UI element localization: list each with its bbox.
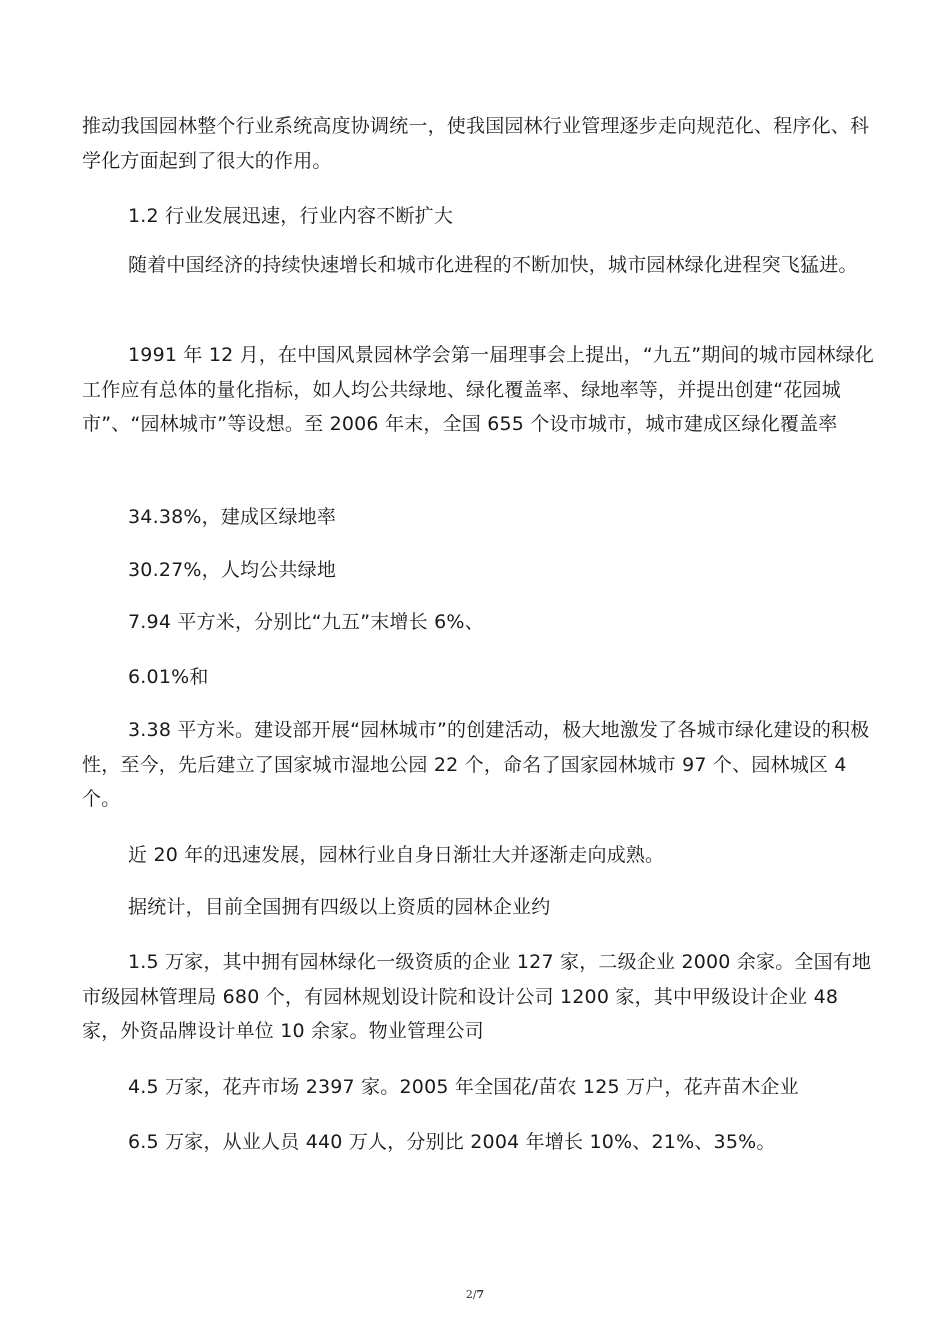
paragraph-employment: 6.5 万家，从业人员 440 万人，分别比 2004 年增长 10%、21%、35%。	[128, 1131, 776, 1153]
paragraph-twenty-years: 近 20 年的迅速发展，园林行业自身日渐壮大并逐渐走向成熟。	[128, 844, 665, 866]
paragraph-growth-rate: 6.01%和	[128, 666, 209, 688]
paragraph-enterprise-counts: 1.5 万家，其中拥有园林绿化一级资质的企业 127 家，二级企业 2000 余家。全国有地市级园林管理局 680 个，有园林规划设计院和设计公司 1200 家，其中甲级设计企业 48 家，外资品牌设计单位 10 余家。物业管理公司	[82, 951, 872, 1042]
paragraph-economic-growth: 随着中国经济的持续快速增长和城市化进程的不断加快，城市园林绿化进程突飞猛进。	[128, 254, 858, 276]
page-number-footer	[0, 1288, 950, 1301]
paragraph-coverage-rate: 34.38%，建成区绿地率	[128, 506, 337, 528]
paragraph-statistics-intro: 据统计，目前全国拥有四级以上资质的园林企业约	[128, 896, 551, 918]
paragraph-flower-market: 4.5 万家，花卉市场 2397 家。2005 年全国花/苗农 125 万户，花卉苗木企业	[128, 1076, 799, 1098]
current-page-number: 2	[465, 1288, 473, 1301]
section-heading-1-2: 1.2 行业发展迅速，行业内容不断扩大	[128, 205, 454, 227]
paragraph-greenland-rate: 30.27%，人均公共绿地	[128, 559, 337, 581]
paragraph-garden-city-campaign: 3.38 平方米。建设部开展“园林城市”的创建活动，极大地激发了各城市绿化建设的积极性，至今，先后建立了国家城市湿地公园 22 个，命名了国家园林城市 97 个、园林城区 4 个。	[82, 719, 870, 810]
paragraph-1991-indicators: 1991 年 12 月，在中国风景园林学会第一届理事会上提出，“九五”期间的城市园林绿化工作应有总体的量化指标，如人均公共绿地、绿化覆盖率、绿地率等，并提出创建“花园城市”、“园林城市”等设想。至 2006 年末，全国 655 个设市城市，城市建成区绿化覆盖率	[82, 344, 875, 435]
paragraph-public-green-area: 7.94 平方米，分别比“九五”末增长 6%、	[128, 611, 484, 633]
total-pages-number: 7	[476, 1288, 485, 1301]
page-separator: /	[472, 1288, 477, 1301]
paragraph-intro-continuation: 推动我国园林整个行业系统高度协调统一，使我国园林行业管理逐步走向规范化、程序化、科学化方面起到了很大的作用。	[82, 115, 870, 172]
